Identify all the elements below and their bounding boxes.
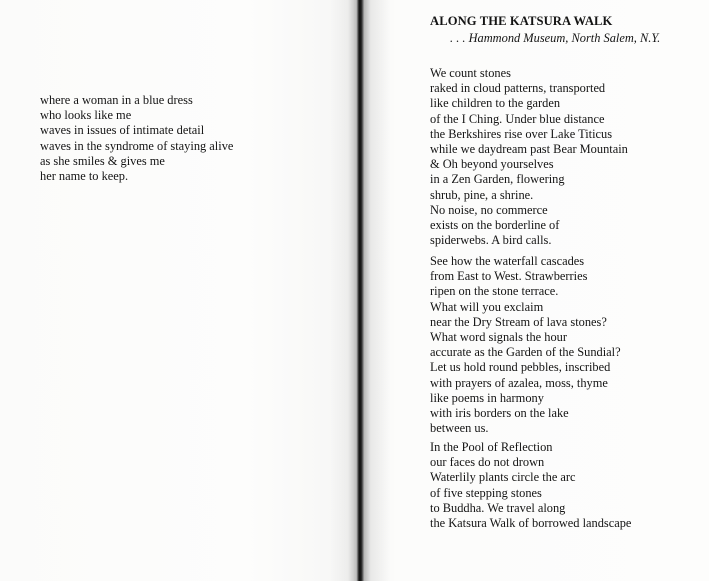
poem-line: while we daydream past Bear Mountain [430, 141, 628, 156]
right-page [354, 0, 709, 581]
left-page-stanza [40, 93, 233, 184]
poem-line: exists on the borderline of [430, 217, 560, 232]
poem-line: like poems in harmony [430, 390, 544, 405]
poem-line: to Buddha. We travel along [430, 500, 566, 515]
poem-line: with iris borders on the lake [430, 405, 569, 420]
poem-line: spiderwebs. A bird calls. [430, 233, 552, 248]
poem-line: the Katsura Walk of borrowed landscape [430, 515, 632, 530]
poem-line: Waterlily plants circle the arc [430, 470, 576, 485]
poem-line: her name to keep. [40, 168, 129, 183]
poem-line: We count stones [430, 66, 511, 80]
poem-line: of five stepping stones [430, 485, 542, 500]
poem-line: of the I Ching. Under blue distance [430, 111, 605, 126]
poem-line: with prayers of azalea, moss, thyme [430, 375, 608, 390]
poem-line: our faces do not drown [430, 455, 545, 470]
poem-line: In the Pool of Reflection [430, 440, 553, 454]
poem-title: ALONG THE KATSURA WALK [430, 14, 613, 28]
poem-line: ripen on the stone terrace. [430, 284, 559, 299]
poem-line: from East to West. Strawberries [430, 269, 588, 284]
poem-line: waves in issues of intimate detail [40, 123, 205, 138]
stanza-2 [430, 254, 621, 436]
poem-line: in a Zen Garden, flowering [430, 172, 565, 187]
stanza-1 [430, 66, 628, 248]
poem-line: What word signals the hour [430, 329, 567, 344]
poem-line: & Oh beyond yourselves [430, 157, 554, 172]
book-gutter-shadow [330, 0, 390, 581]
poem-line: raked in cloud patterns, transported [430, 81, 606, 96]
stanza-3 [430, 440, 631, 531]
poem-line: like children to the garden [430, 96, 561, 111]
poem-line: near the Dry Stream of lava stones? [430, 314, 607, 329]
poem-line: between us. [430, 421, 489, 436]
poem-line: No noise, no commerce [430, 202, 548, 217]
poem-line: What will you exclaim [430, 299, 544, 314]
poem-line: the Berkshires rise over Lake Titicus [430, 126, 613, 141]
left-page [0, 0, 354, 581]
poem-line: waves in the syndrome of staying alive [40, 138, 234, 153]
poem-line: as she smiles & gives me [40, 153, 165, 168]
poem-subtitle: . . . Hammond Museum, North Salem, N.Y. [450, 31, 661, 45]
poem-line: accurate as the Garden of the Sundial? [430, 345, 621, 360]
poem-line: where a woman in a blue dress [40, 93, 193, 107]
poem-line: shrub, pine, a shrine. [430, 187, 534, 202]
poem-line: See how the waterfall cascades [430, 254, 585, 268]
poem-line: who looks like me [40, 108, 132, 123]
poem-line: Let us hold round pebbles, inscribed [430, 360, 611, 375]
